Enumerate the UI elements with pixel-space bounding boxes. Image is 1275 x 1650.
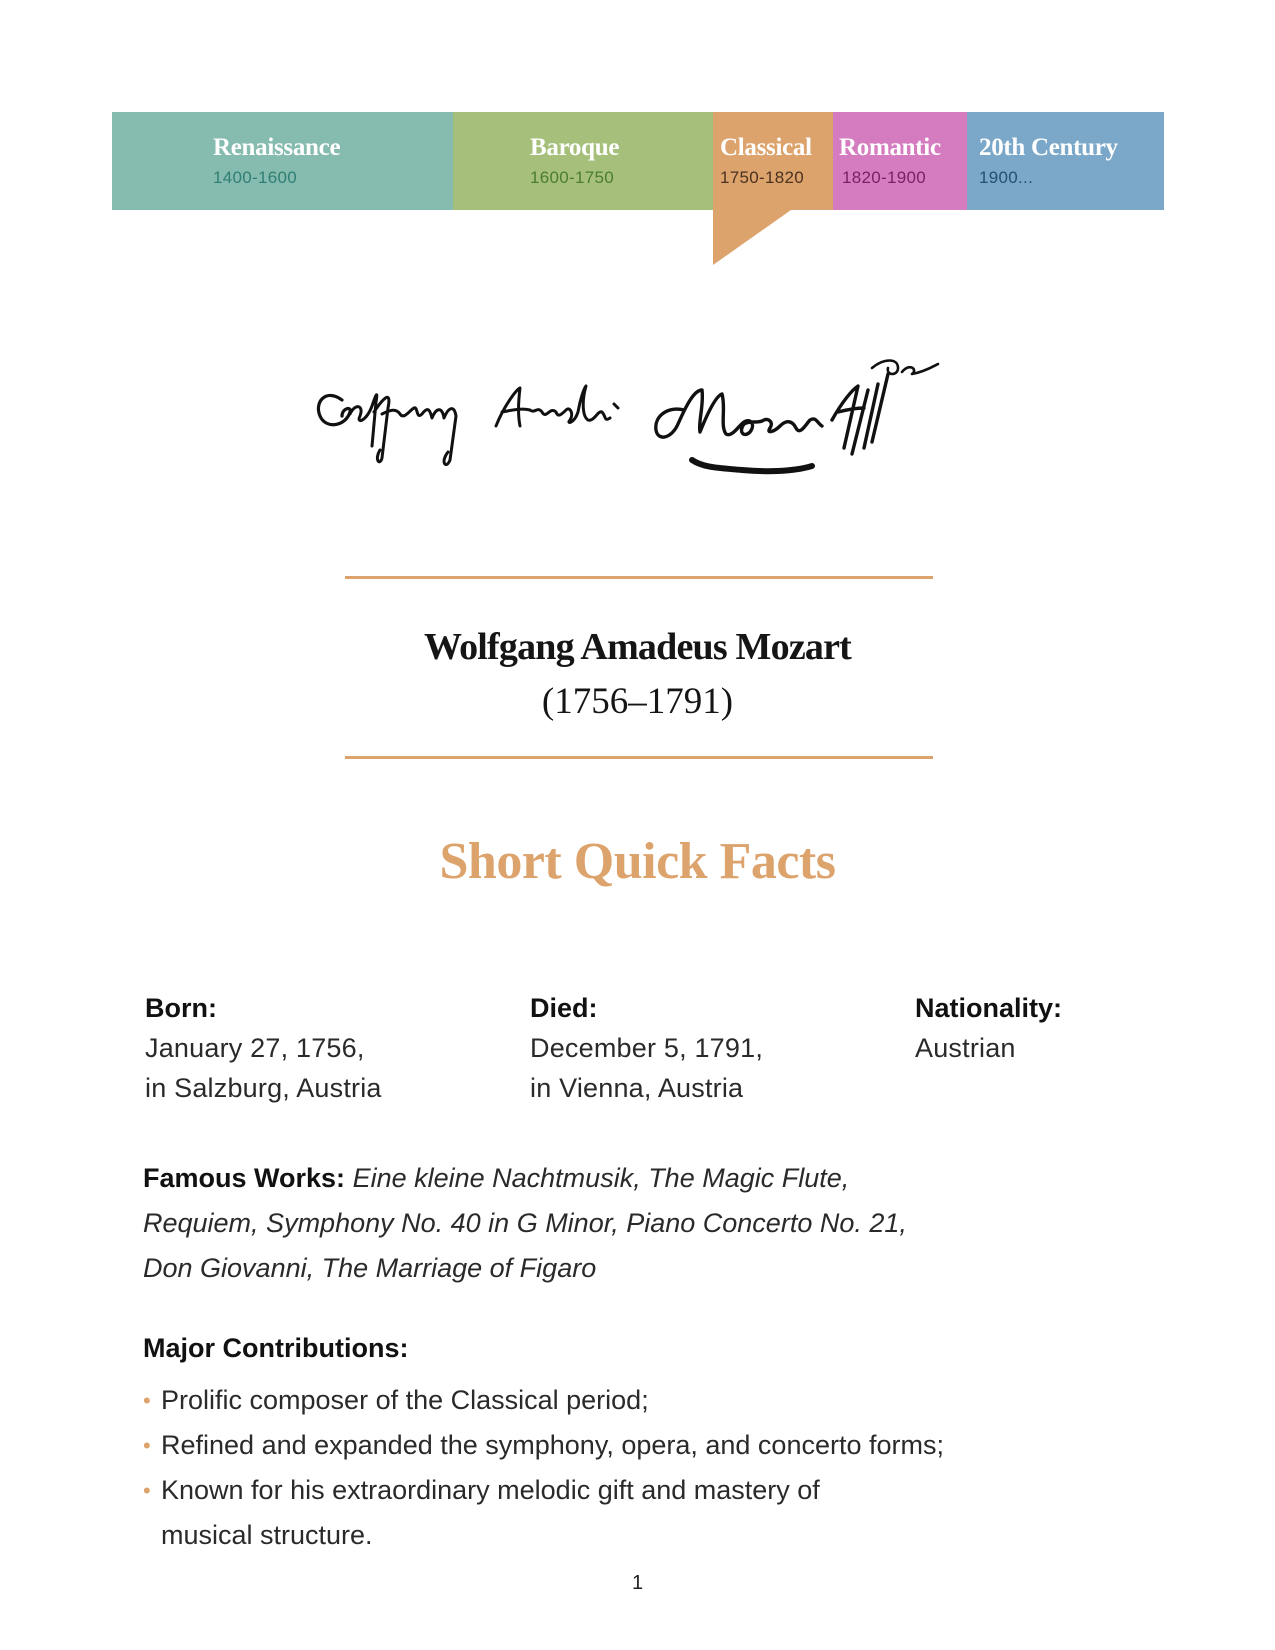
list-item-text: Known for his extraordinary melodic gift and mastery of [161, 1475, 820, 1505]
fact-label: Nationality: [915, 993, 1063, 1023]
era-romantic [833, 112, 967, 210]
composer-dates: (1756–1791) [541, 681, 734, 722]
fact-label: Died: [530, 993, 598, 1023]
bottom-divider [345, 756, 933, 759]
era-name: Classical [720, 134, 812, 161]
bullet-icon: • [143, 1433, 151, 1458]
list-item-text: musical structure. [161, 1520, 373, 1550]
mozart-signature [312, 350, 982, 505]
famous-works-text: Eine kleine Nachtmusik, The Magic Flute, [352, 1163, 850, 1193]
list-item [143, 1378, 1163, 1423]
list-item-text: Prolific composer of the Classical period; [161, 1385, 649, 1415]
famous-works-line [143, 1156, 1143, 1201]
bullet-icon: • [143, 1388, 151, 1413]
top-divider [345, 576, 933, 579]
fact-value: January 27, 1756, [145, 1033, 365, 1063]
fact-born [145, 988, 382, 1108]
era-name: Baroque [530, 134, 620, 161]
era-years: 1820-1900 [842, 168, 926, 187]
famous-works-line: Don Giovanni, The Marriage of Figaro [143, 1253, 597, 1283]
era-name: 20th Century [979, 134, 1118, 161]
famous-works [143, 1156, 1143, 1291]
bullet-icon: • [143, 1478, 151, 1503]
era-years: 1400-1600 [213, 168, 297, 187]
list-item [143, 1423, 1163, 1468]
page-number: 1 [631, 1572, 644, 1594]
famous-works-label: Famous Works: [143, 1163, 346, 1193]
fact-died [530, 988, 763, 1108]
fact-label: Born: [145, 993, 217, 1023]
era-name: Renaissance [213, 134, 341, 161]
era-classical [713, 112, 833, 210]
list-item-text: Refined and expanded the symphony, opera, and concerto forms; [161, 1430, 944, 1460]
fact-value: December 5, 1791, [530, 1033, 764, 1063]
era-years: 1900... [979, 168, 1034, 187]
fact-value: Austrian [915, 1033, 1016, 1063]
famous-works-line: Requiem, Symphony No. 40 in G Minor, Piano Concerto No. 21, [143, 1208, 907, 1238]
era-20th-century [967, 112, 1164, 210]
active-era-pointer [713, 210, 793, 266]
era-baroque [453, 112, 713, 210]
list-item [143, 1468, 1163, 1558]
era-timeline [112, 112, 1164, 210]
composer-name: Wolfgang Amadeus Mozart [423, 626, 852, 668]
era-years: 1750-1820 [720, 168, 804, 187]
era-name: Romantic [839, 134, 941, 161]
major-contributions-list [143, 1378, 1163, 1558]
era-renaissance [112, 112, 453, 210]
era-years: 1600-1750 [530, 168, 614, 187]
section-title: Short Quick Facts [439, 833, 836, 890]
fact-nationality [915, 988, 1062, 1068]
major-contributions-label: Major Contributions: [143, 1333, 409, 1363]
fact-value: in Vienna, Austria [530, 1073, 744, 1103]
fact-value: in Salzburg, Austria [145, 1073, 382, 1103]
